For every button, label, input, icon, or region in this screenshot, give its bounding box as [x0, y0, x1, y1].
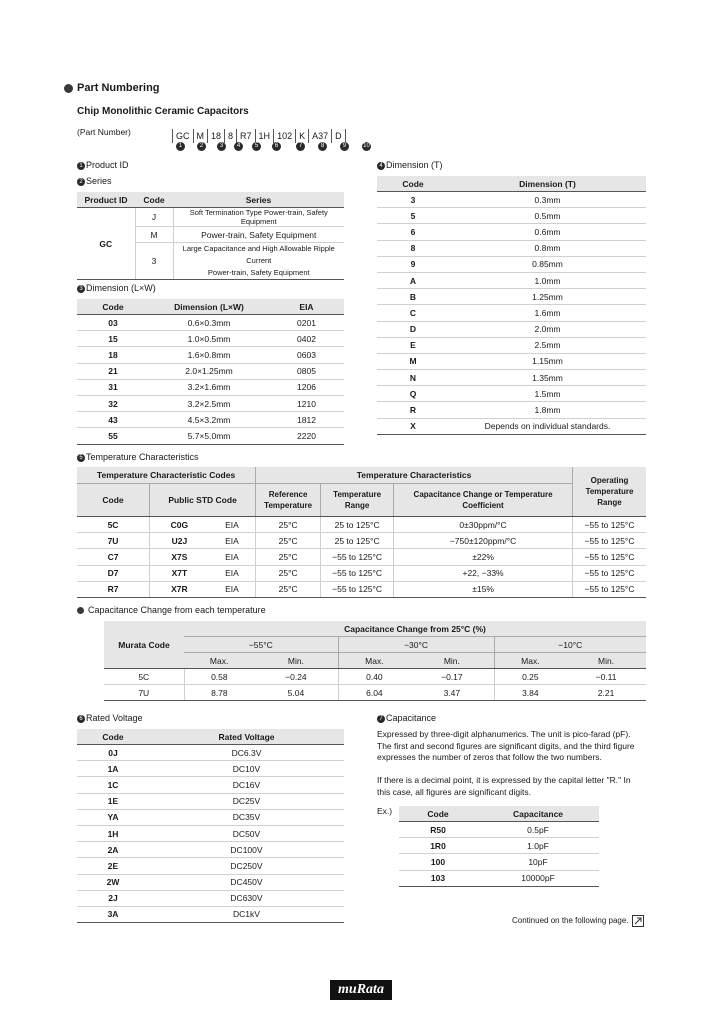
table-row: [77, 533, 646, 549]
continued-note: [512, 915, 644, 927]
table-cell: −55 to 125°C: [573, 549, 647, 565]
part-segment: K: [296, 129, 309, 143]
table-cell: DC10V: [149, 761, 344, 777]
table-cell: 25 to 125°C: [321, 517, 394, 533]
temp-char-heading: [77, 452, 199, 462]
table-cell: 1.6mm: [449, 305, 646, 321]
table-row: [104, 685, 646, 701]
dimt-header-dimension: Dimension (T): [449, 176, 646, 192]
table-cell: −750±120ppm/°C: [394, 533, 573, 549]
cc-header-max: Max.: [184, 653, 254, 669]
cap-change-heading-text: Capacitance Change from each temperature: [88, 605, 266, 615]
table-cell: Q: [377, 386, 449, 402]
table-cell: R50: [399, 822, 477, 838]
series-name-line1: Large Capacitance and High Allowable Ripple Current: [182, 244, 335, 266]
table-cell: 2.0mm: [449, 321, 646, 337]
series-name: Power-train, Safety Equipment: [173, 227, 344, 243]
table-row: [77, 581, 646, 597]
table-cell: 1.0mm: [449, 272, 646, 288]
series-heading-text: Series: [86, 176, 112, 186]
number-circle: 4: [234, 142, 243, 151]
page-subtitle: Chip Monolithic Ceramic Capacitors: [77, 106, 249, 117]
series-header-code: Code: [135, 192, 173, 208]
table-row: [77, 745, 344, 761]
table-cell: DC250V: [149, 858, 344, 874]
dimlw-header-eia: EIA: [269, 299, 344, 315]
table-cell: 2J: [77, 890, 149, 906]
table-row: [377, 208, 646, 224]
table-cell: EIA: [209, 517, 256, 533]
table-cell: 18: [77, 347, 149, 363]
rated-voltage-table: [77, 729, 344, 923]
series-table: [77, 192, 344, 280]
product-id-heading-text: Product ID: [86, 160, 129, 170]
table-row: [77, 347, 344, 363]
table-row: [77, 517, 646, 533]
table-cell: 9: [377, 256, 449, 272]
table-cell: 10000pF: [477, 870, 599, 886]
capacitance-para1: Expressed by three-digit alphanumerics. The unit is pico-farad (pF). The first and second figures are significant digits, and the third figure expresses the number of zeros that follow the two numbers.: [377, 729, 635, 762]
table-row: [77, 761, 344, 777]
series-header-product-id: Product ID: [77, 192, 135, 208]
table-cell: EIA: [209, 533, 256, 549]
table-cell: 100: [399, 854, 477, 870]
table-cell: 1.0×0.5mm: [149, 331, 269, 347]
dimension-t-heading-text: Dimension (T): [386, 160, 443, 170]
table-cell: 0201: [269, 315, 344, 331]
table-row: [377, 370, 646, 386]
number-circle: 2: [77, 178, 85, 186]
table-cell: DC16V: [149, 777, 344, 793]
tc-header-operating: Operating Temperature Range: [573, 467, 647, 517]
part-segment: D: [332, 129, 346, 143]
table-cell: +22, −33%: [394, 565, 573, 581]
table-cell: C: [377, 305, 449, 321]
table-row: [77, 549, 646, 565]
capacitance-table: [399, 806, 599, 887]
number-circle: 10: [363, 143, 370, 149]
table-row: [77, 858, 344, 874]
table-cell: 2.5mm: [449, 337, 646, 353]
rated-voltage-heading: [77, 713, 143, 723]
table-cell: 3.2×2.5mm: [149, 395, 269, 411]
table-cell: 2A: [77, 842, 149, 858]
table-cell: 25°C: [256, 581, 321, 597]
cc-header-temp: −55°C: [184, 637, 338, 653]
table-cell: M: [377, 353, 449, 369]
table-row: [77, 565, 646, 581]
table-cell: 3.47: [410, 685, 494, 701]
bullet-icon: [64, 84, 73, 93]
number-circle: 5: [252, 142, 261, 151]
cc-header-min: Min.: [254, 653, 338, 669]
table-cell: 0603: [269, 347, 344, 363]
table-cell: 1.0pF: [477, 838, 599, 854]
tc-header-cap: Capacitance Change or Temperature Coefficient: [394, 484, 573, 517]
table-cell: 3A: [77, 906, 149, 922]
table-cell: 3.84: [494, 685, 566, 701]
table-row: [77, 906, 344, 922]
table-cell: EIA: [209, 581, 256, 597]
number-circle: 3: [77, 285, 85, 293]
part-segment: A37: [309, 129, 332, 143]
table-cell: −55 to 125°C: [573, 565, 647, 581]
table-cell: 8: [377, 240, 449, 256]
table-row: [77, 412, 344, 428]
table-cell: DC100V: [149, 842, 344, 858]
table-cell: 3.2×1.6mm: [149, 379, 269, 395]
table-cell: E: [377, 337, 449, 353]
table-row: [377, 305, 646, 321]
table-cell: 1A: [77, 761, 149, 777]
table-cell: B: [377, 289, 449, 305]
tc-header-code: Code: [77, 484, 150, 517]
table-cell: 25°C: [256, 549, 321, 565]
table-cell: 1H: [77, 825, 149, 841]
cc-header-min: Min.: [566, 653, 646, 669]
table-cell: X7T: [150, 565, 209, 581]
number-circle: 6: [77, 715, 85, 723]
rated-voltage-heading-text: Rated Voltage: [86, 713, 143, 723]
table-cell: DC630V: [149, 890, 344, 906]
series-product-id: GC: [77, 208, 135, 280]
table-cell: 103: [399, 870, 477, 886]
table-row: [399, 854, 599, 870]
part-segment: M: [194, 129, 209, 143]
table-row: [377, 402, 646, 418]
table-row: [77, 793, 344, 809]
table-cell: Depends on individual standards.: [449, 418, 646, 434]
tc-header-range: Temperature Range: [321, 484, 394, 517]
cap-change-heading: [77, 605, 266, 615]
part-segment: 18: [208, 129, 225, 143]
cc-header-temp: −10°C: [494, 637, 646, 653]
table-cell: 0.85mm: [449, 256, 646, 272]
table-cell: 8.78: [184, 685, 254, 701]
table-cell: −55 to 125°C: [573, 517, 647, 533]
table-row: [377, 418, 646, 434]
table-cell: D: [377, 321, 449, 337]
table-cell: 31: [77, 379, 149, 395]
bullet-icon: [77, 607, 84, 614]
number-circle: 8: [318, 142, 327, 151]
table-cell: X: [377, 418, 449, 434]
table-cell: R: [377, 402, 449, 418]
table-cell: EIA: [209, 565, 256, 581]
continued-text: Continued on the following page.: [512, 916, 629, 926]
table-cell: 25°C: [256, 517, 321, 533]
cc-header-top: Capacitance Change from 25°C (%): [184, 621, 646, 637]
dimension-lw-table: [77, 299, 344, 445]
table-cell: 6: [377, 224, 449, 240]
table-row: [77, 842, 344, 858]
table-cell: 25°C: [256, 565, 321, 581]
table-row: [77, 379, 344, 395]
table-cell: 55: [77, 428, 149, 444]
table-cell: 0.8mm: [449, 240, 646, 256]
series-heading: [77, 176, 112, 186]
table-cell: U2J: [150, 533, 209, 549]
table-row: [377, 256, 646, 272]
dimension-t-heading: [377, 160, 443, 170]
table-cell: −0.24: [254, 669, 338, 685]
number-circle: 4: [377, 162, 385, 170]
table-cell: 25°C: [256, 533, 321, 549]
series-name-line2: Power-train, Safety Equipment: [207, 268, 310, 278]
table-row: [77, 874, 344, 890]
table-cell: EIA: [209, 549, 256, 565]
part-segment: GC: [172, 129, 194, 143]
table-cell: 4.5×3.2mm: [149, 412, 269, 428]
table-cell: 0J: [77, 745, 149, 761]
table-cell: 1.35mm: [449, 370, 646, 386]
series-header-series: Series: [173, 192, 344, 208]
table-row: [377, 321, 646, 337]
table-cell: 5: [377, 208, 449, 224]
cap-change-table: [104, 621, 646, 701]
table-cell: YA: [77, 809, 149, 825]
table-cell: 10pF: [477, 854, 599, 870]
part-segment: 1H: [256, 129, 275, 143]
tc-header-public: Public STD Code: [150, 484, 256, 517]
table-cell: 0.6×0.3mm: [149, 315, 269, 331]
table-cell: −55 to 125°C: [573, 581, 647, 597]
table-cell: 2.0×1.25mm: [149, 363, 269, 379]
dimension-lw-heading-text: Dimension (L×W): [86, 283, 156, 293]
table-cell: 21: [77, 363, 149, 379]
number-circle: 6: [272, 142, 281, 151]
table-cell: 32: [77, 395, 149, 411]
table-cell: DC1kV: [149, 906, 344, 922]
table-cell: 7U: [104, 685, 184, 701]
table-cell: 7U: [77, 533, 150, 549]
capacitance-ex-label: Ex.): [377, 806, 393, 816]
table-cell: 2E: [77, 858, 149, 874]
rv-header-code: Code: [77, 729, 149, 745]
product-id-heading: [77, 160, 129, 170]
table-cell: −0.11: [566, 669, 646, 685]
table-cell: N: [377, 370, 449, 386]
table-cell: 1C: [77, 777, 149, 793]
series-name: Soft Termination Type Power-train, Safety Equipment: [173, 208, 344, 227]
tc-header-codes: Temperature Characteristic Codes: [77, 467, 256, 484]
table-cell: 1.15mm: [449, 353, 646, 369]
table-cell: 15: [77, 331, 149, 347]
number-circle: 5: [77, 454, 85, 462]
table-cell: 2220: [269, 428, 344, 444]
table-cell: −0.17: [410, 669, 494, 685]
table-row: [77, 395, 344, 411]
part-segment: 102: [274, 129, 296, 143]
table-cell: DC50V: [149, 825, 344, 841]
table-row: [377, 272, 646, 288]
temp-char-heading-text: Temperature Characteristics: [86, 452, 199, 462]
table-row: [377, 353, 646, 369]
number-circle: 2: [197, 142, 206, 151]
capacitance-heading-text: Capacitance: [386, 713, 437, 723]
table-cell: DC6.3V: [149, 745, 344, 761]
series-name: [173, 243, 344, 280]
table-cell: 0.5pF: [477, 822, 599, 838]
table-cell: 1.25mm: [449, 289, 646, 305]
dimt-header-code: Code: [377, 176, 449, 192]
rv-header-voltage: Rated Voltage: [149, 729, 344, 745]
page-title: Part Numbering: [77, 82, 160, 94]
table-cell: DC450V: [149, 874, 344, 890]
table-row: [399, 870, 599, 886]
table-row: [399, 838, 599, 854]
capacitance-para2: If there is a decimal point, it is expressed by the capital letter "R." In this case, all figures are significant digits.: [377, 775, 631, 797]
table-cell: 2.21: [566, 685, 646, 701]
table-cell: 5C: [104, 669, 184, 685]
number-circle: 9: [340, 142, 349, 151]
table-row: [377, 289, 646, 305]
table-cell: 5.04: [254, 685, 338, 701]
number-circle: 7: [377, 715, 385, 723]
table-cell: 25 to 125°C: [321, 533, 394, 549]
number-circle: 1: [176, 142, 185, 151]
table-cell: 5C: [77, 517, 150, 533]
table-cell: R7: [77, 581, 150, 597]
table-cell: 2W: [77, 874, 149, 890]
table-row: [399, 822, 599, 838]
table-cell: −55 to 125°C: [573, 533, 647, 549]
dimlw-header-dimension: Dimension (L×W): [149, 299, 269, 315]
table-cell: −55 to 125°C: [321, 549, 394, 565]
series-code: M: [135, 227, 173, 243]
table-cell: −55 to 125°C: [321, 565, 394, 581]
table-cell: 6.04: [338, 685, 410, 701]
table-cell: D7: [77, 565, 150, 581]
table-row: [377, 386, 646, 402]
table-cell: ±15%: [394, 581, 573, 597]
cc-header-murata: Murata Code: [104, 621, 184, 669]
murata-logo: muRata: [330, 980, 392, 1000]
cc-header-max: Max.: [338, 653, 410, 669]
table-cell: 1R0: [399, 838, 477, 854]
table-row: [377, 240, 646, 256]
table-row: [77, 428, 344, 444]
table-cell: X7R: [150, 581, 209, 597]
table-row: [77, 363, 344, 379]
table-cell: 0.3mm: [449, 192, 646, 208]
tc-header-chars: Temperature Characteristics: [256, 467, 573, 484]
part-number-circles: [172, 142, 372, 154]
part-segment: 8: [225, 129, 237, 143]
series-code: 3: [135, 243, 173, 280]
table-cell: 5.7×5.0mm: [149, 428, 269, 444]
dimlw-header-code: Code: [77, 299, 149, 315]
table-cell: C0G: [150, 517, 209, 533]
table-row: [104, 669, 646, 685]
number-circle: 7: [296, 142, 305, 151]
cc-header-min: Min.: [410, 653, 494, 669]
table-row: [77, 777, 344, 793]
tc-header-ref: Reference Temperature: [256, 484, 321, 517]
series-code: J: [135, 208, 173, 227]
table-cell: 1E: [77, 793, 149, 809]
table-cell: 0.58: [184, 669, 254, 685]
table-cell: 1.5mm: [449, 386, 646, 402]
capacitance-heading: [377, 713, 436, 723]
table-cell: 0402: [269, 331, 344, 347]
table-cell: 0.40: [338, 669, 410, 685]
table-cell: 03: [77, 315, 149, 331]
table-cell: 1.6×0.8mm: [149, 347, 269, 363]
table-cell: C7: [77, 549, 150, 565]
cap-header-code: Code: [399, 806, 477, 822]
table-cell: 43: [77, 412, 149, 428]
table-cell: DC25V: [149, 793, 344, 809]
number-circle: 1: [77, 162, 85, 170]
cc-header-temp: −30°C: [338, 637, 494, 653]
table-cell: −55 to 125°C: [321, 581, 394, 597]
table-cell: 0±30ppm/°C: [394, 517, 573, 533]
table-cell: 1812: [269, 412, 344, 428]
cc-header-max: Max.: [494, 653, 566, 669]
table-cell: 3: [377, 192, 449, 208]
table-row: [77, 825, 344, 841]
arrow-up-right-icon[interactable]: [632, 915, 644, 927]
table-cell: 1.8mm: [449, 402, 646, 418]
cap-header-capacitance: Capacitance: [477, 806, 599, 822]
table-row: [377, 192, 646, 208]
table-cell: X7S: [150, 549, 209, 565]
part-number-label: (Part Number): [77, 127, 131, 137]
table-row: [77, 315, 344, 331]
part-segment: R7: [237, 129, 256, 143]
table-row: [377, 337, 646, 353]
page-title-row: [64, 82, 160, 94]
table-cell: 0.25: [494, 669, 566, 685]
table-cell: 0.5mm: [449, 208, 646, 224]
table-cell: ±22%: [394, 549, 573, 565]
temp-char-table: [77, 467, 646, 598]
table-cell: 1210: [269, 395, 344, 411]
table-cell: 0805: [269, 363, 344, 379]
table-cell: 0.6mm: [449, 224, 646, 240]
dimension-t-table: [377, 176, 646, 435]
table-row: [77, 809, 344, 825]
table-row: [77, 890, 344, 906]
dimension-lw-heading: [77, 283, 156, 293]
table-row: [377, 224, 646, 240]
number-circle: 3: [217, 142, 226, 151]
table-cell: A: [377, 272, 449, 288]
table-row: [77, 331, 344, 347]
table-cell: 1206: [269, 379, 344, 395]
table-cell: DC35V: [149, 809, 344, 825]
